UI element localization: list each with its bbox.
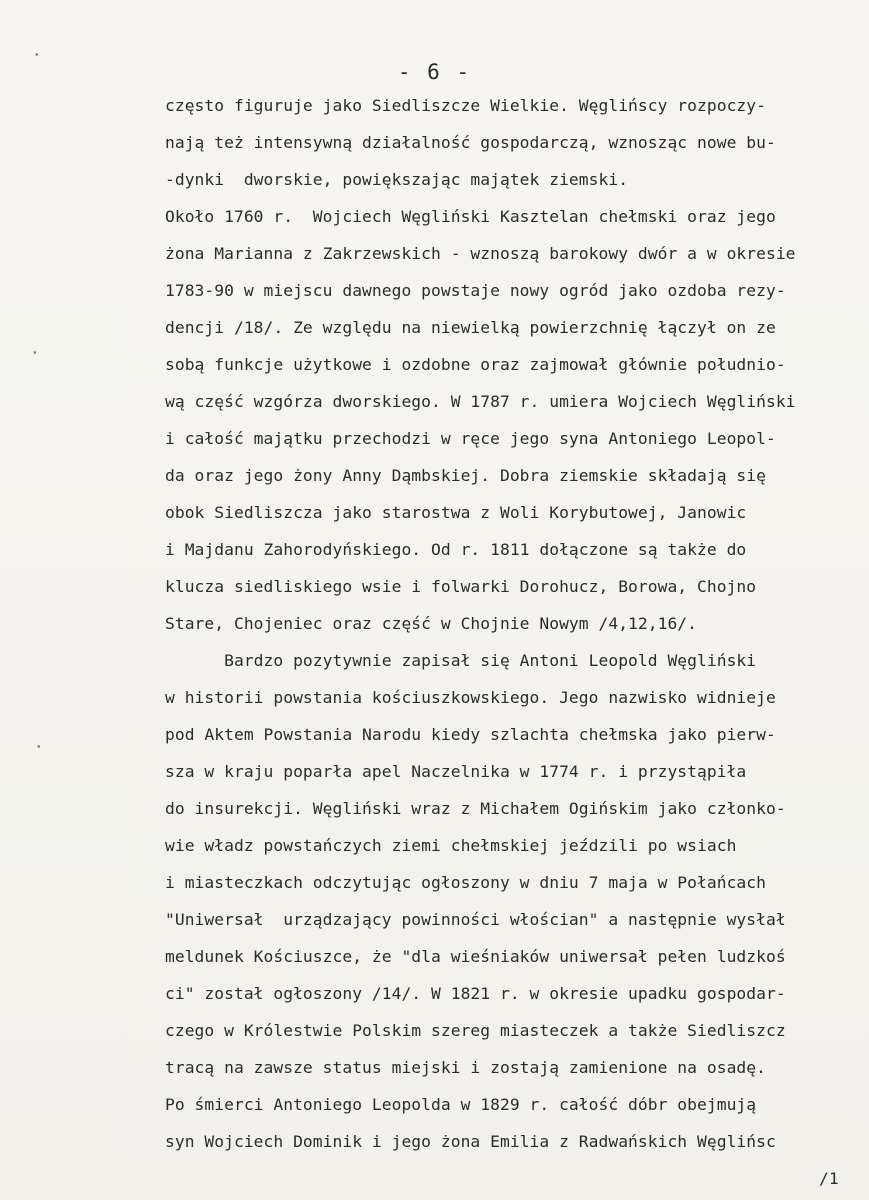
- text-line: i miasteczkach odczytując ogłoszony w dniu 7 maja w Połańcach: [165, 873, 766, 892]
- text-line: do insurekcji. Węgliński wraz z Michałem Ogińskim jako członko-: [165, 799, 786, 818]
- margin-mark: ˟: [36, 744, 42, 757]
- text-line: sobą funkcje użytkowe i ozdobne oraz zajmował głównie południo-: [165, 355, 786, 374]
- text-line: czego w Królestwie Polskim szereg miasteczek a także Siedliszcz: [165, 1021, 786, 1040]
- text-line: syn Wojciech Dominik i jego żona Emilia z Radwańskich Węglińsc: [165, 1132, 776, 1151]
- text-line: Około 1760 r. Wojciech Węgliński Kasztelan chełmski oraz jego: [165, 207, 776, 226]
- page-number: - 6 -: [397, 60, 472, 84]
- text-line: Stare, Chojeniec oraz część w Chojnie Nowym /4,12,16/.: [165, 614, 698, 633]
- text-line: wą część wzgórza dworskiego. W 1787 r. umiera Wojciech Węgliński: [165, 392, 796, 411]
- text-line: /1: [819, 1169, 839, 1188]
- text-line: dencji /18/. Ze względu na niewielką powierzchnię łączył on ze: [165, 318, 776, 337]
- text-line: i całość majątku przechodzi w ręce jego syna Antoniego Leopol-: [165, 429, 776, 448]
- text-line: 1783-90 w miejscu dawnego powstaje nowy ogród jako ozdoba rezy-: [165, 281, 786, 300]
- text-line: da oraz jego żony Anny Dąmbskiej. Dobra ziemskie składają się: [165, 466, 766, 485]
- text-line: Po śmierci Antoniego Leopolda w 1829 r. całość dóbr obejmują: [165, 1095, 757, 1114]
- text-line: "Uniwersał urządzający powinności włościan" a następnie wysłał: [165, 910, 786, 929]
- text-line: ci" został ogłoszony /14/. W 1821 r. w okresie upadku gospodar-: [165, 984, 786, 1003]
- text-line: -dynki dworskie, powiększając majątek ziemski.: [165, 170, 629, 189]
- margin-mark: ˟: [32, 350, 38, 363]
- margin-mark: ˟: [34, 52, 40, 65]
- text-line: pod Aktem Powstania Narodu kiedy szlachta chełmska jako pierw-: [165, 725, 776, 744]
- text-line: w historii powstania kościuszkowskiego. Jego nazwisko widnieje: [165, 688, 776, 707]
- text-line: tracą na zawsze status miejski i zostają zamienione na osadę.: [165, 1058, 766, 1077]
- text-line: Bardzo pozytywnie zapisał się Antoni Leopold Węgliński: [165, 651, 757, 670]
- text-line: sza w kraju poparła apel Naczelnika w 1774 r. i przystąpiła: [165, 762, 747, 781]
- text-line: żona Marianna z Zakrzewskich - wznoszą barokowy dwór a w okresie: [165, 244, 796, 263]
- text-line: klucza siedliskiego wsie i folwarki Dorohucz, Borowa, Chojno: [165, 577, 757, 596]
- text-line: często figuruje jako Siedliszcze Wielkie. Węglińscy rozpoczy-: [165, 96, 766, 115]
- text-line: i Majdanu Zahorodyńskiego. Od r. 1811 dołączone są także do: [165, 540, 747, 559]
- text-line: wie władz powstańczych ziemi chełmskiej jeździli po wsiach: [165, 836, 737, 855]
- text-line: nają też intensywną działalność gospodarczą, wznosząc nowe bu-: [165, 133, 776, 152]
- text-line: obok Siedliszcza jako starostwa z Woli Korybutowej, Janowic: [165, 503, 747, 522]
- text-line: meldunek Kościuszce, że "dla wieśniaków uniwersał pełen ludzkoś: [165, 947, 786, 966]
